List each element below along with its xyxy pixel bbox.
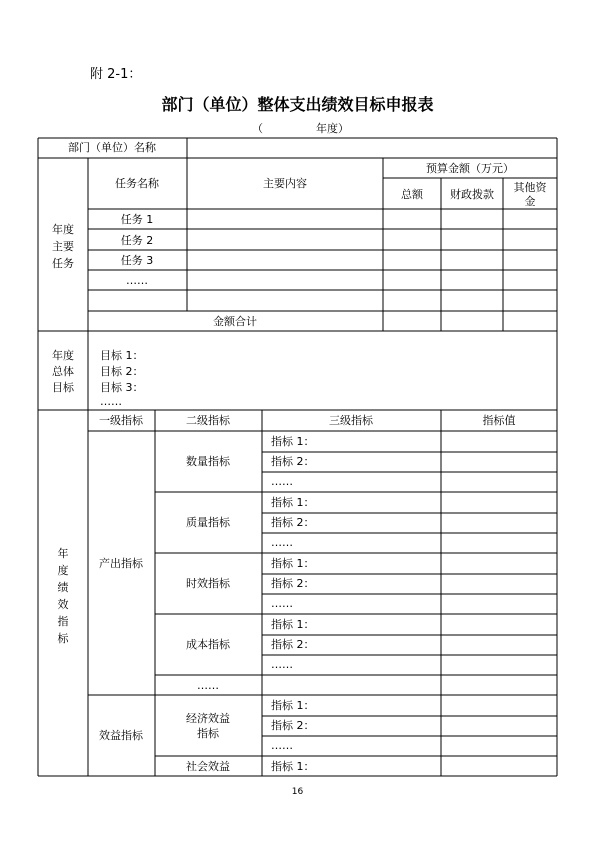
section2-label-1: 年度 bbox=[52, 349, 74, 362]
econ-indicator-2: 指标 2： bbox=[271, 719, 315, 732]
level2-ellipsis: …… bbox=[197, 679, 219, 692]
quality-indicator: 质量指标 bbox=[186, 516, 230, 529]
task-1: 任务 1 bbox=[120, 213, 154, 226]
page-number: 16 bbox=[291, 787, 304, 797]
value-header: 指标值 bbox=[482, 414, 516, 427]
output-indicator: 产出指标 bbox=[99, 557, 143, 570]
cost-indicator-1: 指标 1： bbox=[271, 618, 315, 631]
year-open: （ bbox=[252, 122, 263, 135]
section3-label-6: 标 bbox=[57, 632, 69, 645]
other-funds-header-2: 金 bbox=[524, 195, 536, 208]
benefit-indicator: 效益指标 bbox=[99, 729, 143, 742]
total-header: 总额 bbox=[401, 188, 423, 201]
qual-indicator-1: 指标 1： bbox=[271, 496, 315, 509]
goal-2: 目标 2： bbox=[100, 365, 144, 378]
section1-label-3: 任务 bbox=[52, 257, 74, 270]
amount-total: 金额合计 bbox=[213, 315, 257, 328]
timeliness-indicator: 时效指标 bbox=[186, 577, 230, 590]
qty-ellipsis: …… bbox=[271, 475, 293, 488]
task-2: 任务 2 bbox=[120, 234, 154, 247]
section3-label-5: 指 bbox=[57, 615, 69, 628]
section2-label-3: 目标 bbox=[52, 381, 74, 394]
section3-label-4: 效 bbox=[57, 598, 69, 611]
qual-indicator-2: 指标 2： bbox=[271, 516, 315, 529]
section3-label-3: 绩 bbox=[57, 581, 69, 594]
goal-1: 目标 1： bbox=[100, 349, 144, 362]
section1-label-2: 主要 bbox=[52, 240, 74, 253]
main-content-header: 主要内容 bbox=[263, 177, 307, 190]
task-name-header: 任务名称 bbox=[115, 177, 159, 190]
econ-ellipsis: …… bbox=[271, 739, 293, 752]
time-indicator-1: 指标 1： bbox=[271, 557, 315, 570]
goal-3: 目标 3： bbox=[100, 381, 144, 394]
cost-indicator-2: 指标 2： bbox=[271, 638, 315, 651]
task-ellipsis: …… bbox=[126, 274, 148, 287]
social-indicator-1: 指标 1： bbox=[271, 760, 315, 773]
level1-header: 一级指标 bbox=[99, 414, 143, 427]
level2-header: 二级指标 bbox=[186, 414, 230, 427]
qty-indicator-2: 指标 2： bbox=[271, 455, 315, 468]
section3-label-1: 年 bbox=[57, 547, 69, 560]
year-label: 年度） bbox=[316, 122, 349, 135]
section1-label-1: 年度 bbox=[52, 223, 74, 236]
social-benefit: 社会效益 bbox=[186, 760, 230, 773]
cost-ellipsis: …… bbox=[271, 658, 293, 671]
quantity-indicator: 数量指标 bbox=[186, 455, 230, 468]
cost-indicator: 成本指标 bbox=[186, 638, 230, 651]
qty-indicator-1: 指标 1： bbox=[271, 435, 315, 448]
time-ellipsis: …… bbox=[271, 597, 293, 610]
other-funds-header-1: 其他资 bbox=[513, 181, 547, 194]
time-indicator-2: 指标 2： bbox=[271, 577, 315, 590]
form-title: 部门（单位）整体支出绩效目标申报表 bbox=[161, 95, 434, 114]
attachment-label: 附 2-1： bbox=[90, 67, 142, 82]
economic-benefit-1: 经济效益 bbox=[186, 712, 230, 725]
budget-header: 预算金额（万元） bbox=[426, 162, 514, 175]
dept-name-label: 部门（单位）名称 bbox=[68, 141, 156, 154]
goal-ellipsis: …… bbox=[100, 395, 122, 408]
fiscal-header: 财政拨款 bbox=[450, 188, 494, 201]
qual-ellipsis: …… bbox=[271, 536, 293, 549]
section3-label-2: 度 bbox=[57, 564, 69, 577]
task-3: 任务 3 bbox=[120, 254, 154, 267]
econ-indicator-1: 指标 1： bbox=[271, 699, 315, 712]
economic-benefit-2: 指标 bbox=[197, 727, 219, 740]
level3-header: 三级指标 bbox=[329, 414, 373, 427]
section2-label-2: 总体 bbox=[52, 365, 74, 378]
